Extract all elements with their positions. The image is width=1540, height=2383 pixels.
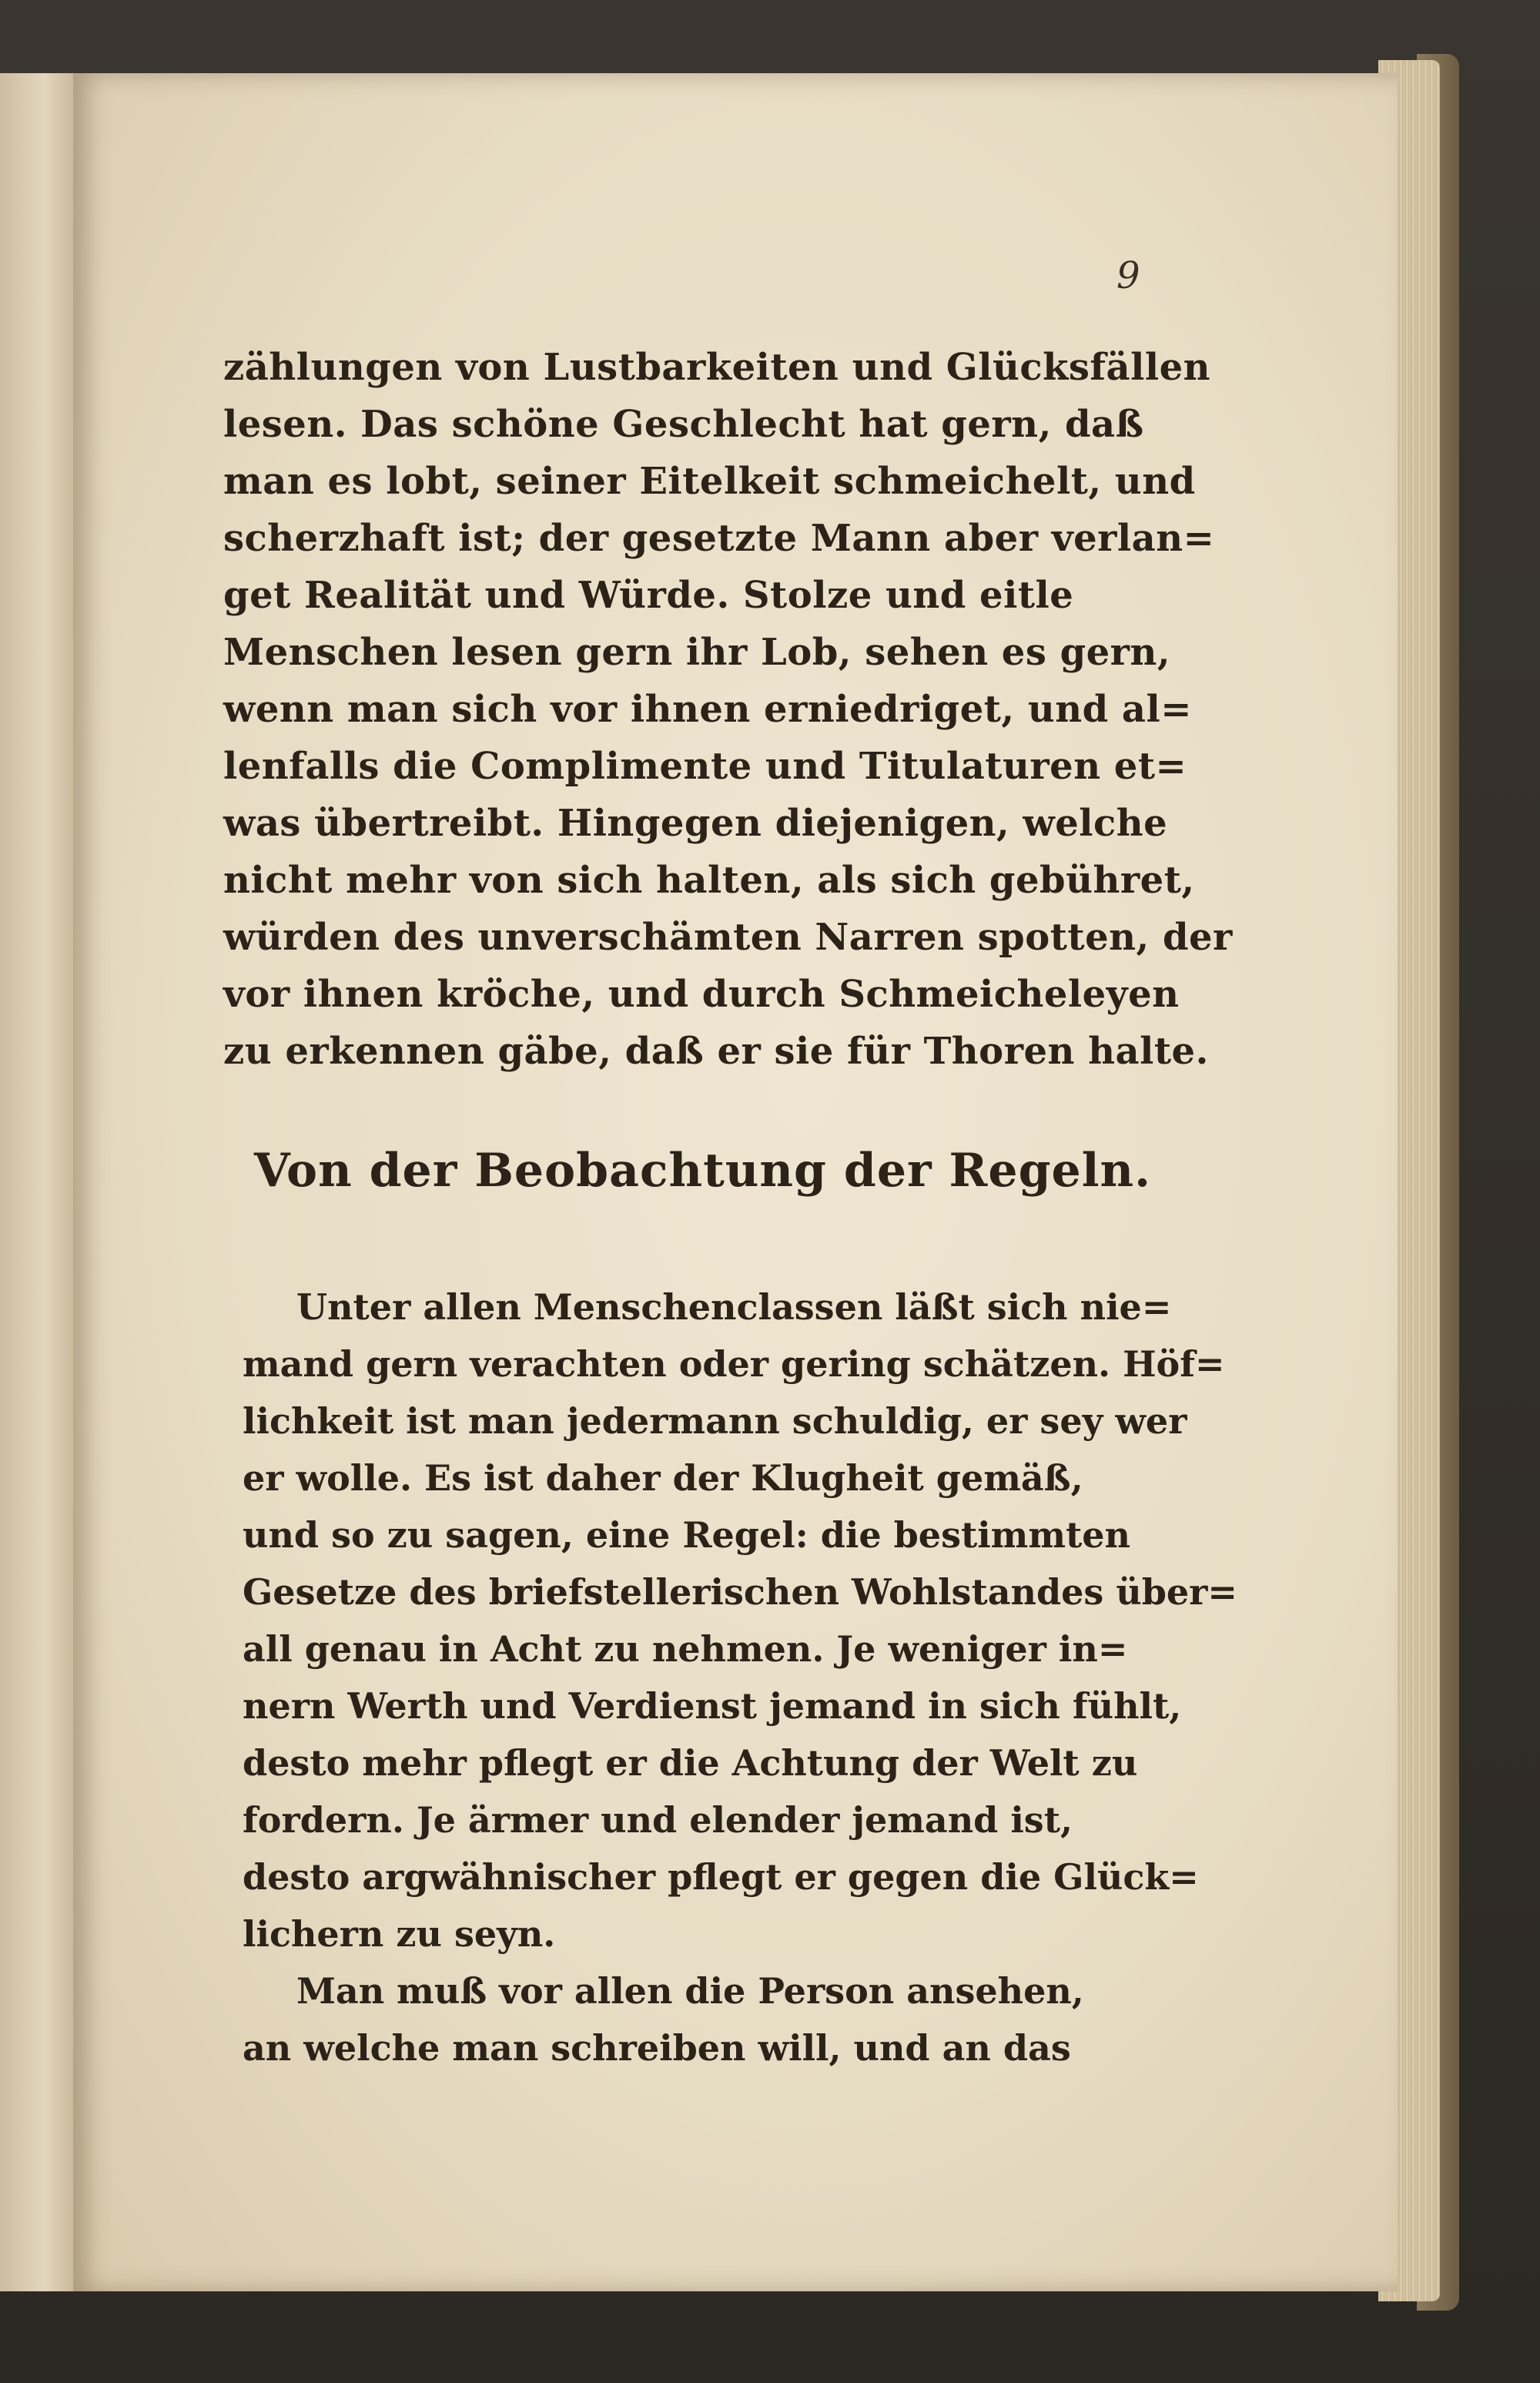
text-line: lenfalls die Complimente und Titulaturen et= — [223, 745, 1187, 788]
text-line: zu erkennen gäbe, daß er sie für Thoren halte. — [223, 1030, 1209, 1073]
text-line: vor ihnen kröche, und durch Schmeicheleyen — [223, 973, 1180, 1016]
text-line: an welche man schreiben will, und an das — [243, 2027, 1071, 2069]
paragraph-1 — [223, 339, 1233, 1080]
text-line: lesen. Das schöne Geschlecht hat gern, daß — [223, 403, 1144, 446]
text-line: scherzhaft ist; der gesetzte Mann aber verlan= — [223, 517, 1215, 560]
text-line: nicht mehr von sich halten, als sich gebühret, — [223, 859, 1195, 902]
text-line: und so zu sagen, eine Regel: die bestimmten — [243, 1514, 1130, 1556]
text-line: all genau in Acht zu nehmen. Je weniger in= — [243, 1628, 1128, 1670]
text-line: man es lobt, seiner Eitelkeit schmeichelt, und — [223, 460, 1196, 503]
text-line: Unter allen Menschenclassen läßt sich nie= — [296, 1286, 1172, 1328]
section-heading: Von der Beobachtung der Regeln. — [254, 1144, 1151, 1198]
text-line: was übertreibt. Hingegen diejenigen, welche — [223, 802, 1168, 845]
paragraph-2 — [243, 1279, 1237, 2076]
text-line: er wolle. Es ist daher der Klugheit gemäß, — [243, 1457, 1083, 1499]
text-line: Gesetze des briefstellerischen Wohlstandes über= — [243, 1571, 1237, 1613]
page-number: 9 — [1116, 254, 1140, 297]
text-line: mand gern verachten oder gering schätzen. Höf= — [243, 1343, 1225, 1385]
text-line: nern Werth und Verdienst jemand in sich fühlt, — [243, 1685, 1182, 1727]
text-line: Man muß vor allen die Person ansehen, — [296, 1970, 1084, 2012]
text-line: fordern. Je ärmer und elender jemand ist, — [243, 1799, 1073, 1841]
text-line: zählungen von Lustbarkeiten und Glücksfällen — [223, 346, 1211, 389]
facing-page — [0, 73, 75, 2291]
text-line: desto argwähnischer pflegt er gegen die Glück= — [243, 1856, 1199, 1898]
text-line: desto mehr pflegt er die Achtung der Welt zu — [243, 1742, 1138, 1784]
text-line: lichern zu seyn. — [243, 1913, 556, 1955]
text-line: wenn man sich vor ihnen erniedriget, und al= — [223, 688, 1192, 731]
text-line: lichkeit ist man jedermann schuldig, er sey wer — [243, 1400, 1187, 1442]
text-line: get Realität und Würde. Stolze und eitle — [223, 574, 1074, 617]
text-line: würden des unverschämten Narren spotten, der — [223, 916, 1233, 959]
text-line: Menschen lesen gern ihr Lob, sehen es gern, — [223, 631, 1171, 674]
